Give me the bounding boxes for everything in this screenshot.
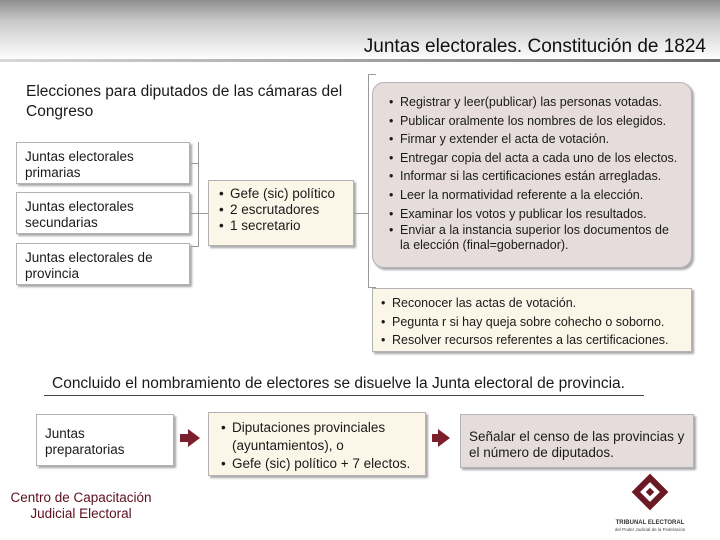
list-item: • Examinar los votos y publicar los resultados. bbox=[389, 205, 681, 224]
list-item: • Registrar y leer(publicar) las personas votadas. bbox=[389, 93, 681, 112]
arrow-right-icon bbox=[188, 429, 200, 447]
duties-box bbox=[372, 82, 692, 268]
bracket-connector bbox=[354, 213, 368, 214]
bracket-tick bbox=[368, 74, 376, 75]
list-item: • Gefe (sic) político + 7 electos. bbox=[221, 455, 413, 473]
officials-box bbox=[208, 180, 354, 246]
junta-label: Juntas electorales secundarias bbox=[25, 199, 134, 230]
junta-box-provincia bbox=[16, 243, 190, 285]
logo-caption: TRIBUNAL ELECTORAL bbox=[615, 520, 685, 526]
footer-org-name: Centro de Capacitación Judicial Electoral bbox=[10, 490, 152, 521]
list-item: • 1 secretario bbox=[219, 218, 343, 234]
conclusion-text: Concluido el nombramiento de electores se disuelve la Junta electoral de provincia. bbox=[52, 375, 625, 392]
duties-list bbox=[389, 93, 681, 253]
list-item: • Entregar copia del acta a cada uno de los electos. bbox=[389, 149, 681, 168]
bracket-left bbox=[198, 142, 199, 246]
list-item: • Diputaciones provinciales (ayuntamientos), o bbox=[221, 419, 413, 455]
page-title: Juntas electorales. Constitución de 1824 bbox=[363, 36, 706, 57]
arrow-stem bbox=[180, 434, 188, 442]
officials-list bbox=[219, 186, 343, 234]
bracket-connector bbox=[199, 213, 208, 214]
preparatory-label: Juntas preparatorias bbox=[45, 426, 125, 457]
list-item: • Informar si las certificaciones están arregladas. bbox=[389, 167, 681, 186]
title-divider bbox=[0, 59, 720, 62]
tribunal-electoral-logo-icon bbox=[600, 470, 700, 514]
conclusion-underline bbox=[44, 395, 644, 396]
bracket-tick bbox=[191, 163, 199, 164]
section-heading: Elecciones para diputados de las cámaras del Congreso bbox=[26, 83, 343, 120]
deputations-list bbox=[221, 419, 413, 473]
bracket-right bbox=[368, 74, 369, 288]
bracket-tick bbox=[191, 246, 199, 247]
preparatory-box bbox=[36, 414, 174, 466]
list-item: • Firmar y extender el acta de votación. bbox=[389, 130, 681, 149]
list-item: • Enviar a la instancia superior los documentos de la elección (final=gobernador). bbox=[389, 223, 681, 253]
junta-box-secundarias bbox=[16, 192, 190, 234]
bracket-tick bbox=[191, 213, 199, 214]
list-item: • Resolver recursos referentes a las certificaciones. bbox=[381, 331, 683, 350]
arrow-right-icon bbox=[438, 429, 450, 447]
junta-box-primarias bbox=[16, 142, 190, 184]
result-box bbox=[460, 414, 694, 468]
province-duties-list bbox=[381, 294, 683, 350]
province-duties-box bbox=[372, 288, 692, 352]
junta-label: Juntas electorales de provincia bbox=[25, 250, 153, 281]
list-item: • Pegunta r si hay queja sobre cohecho o soborno. bbox=[381, 313, 683, 332]
deputations-box bbox=[208, 412, 426, 476]
logo-subcaption: del Poder Judicial de la Federación bbox=[614, 527, 686, 532]
list-item: • Publicar oralmente los nombres de los elegidos. bbox=[389, 112, 681, 131]
list-item: • 2 escrutadores bbox=[219, 202, 343, 218]
logo bbox=[600, 470, 700, 532]
list-item: • Leer la normatividad referente a la elección. bbox=[389, 186, 681, 205]
list-item: • Gefe (sic) político bbox=[219, 186, 343, 202]
list-item: • Reconocer las actas de votación. bbox=[381, 294, 683, 313]
result-label: Señalar el censo de las provincias y el número de diputados. bbox=[469, 429, 685, 460]
junta-label: Juntas electorales primarias bbox=[25, 149, 134, 180]
